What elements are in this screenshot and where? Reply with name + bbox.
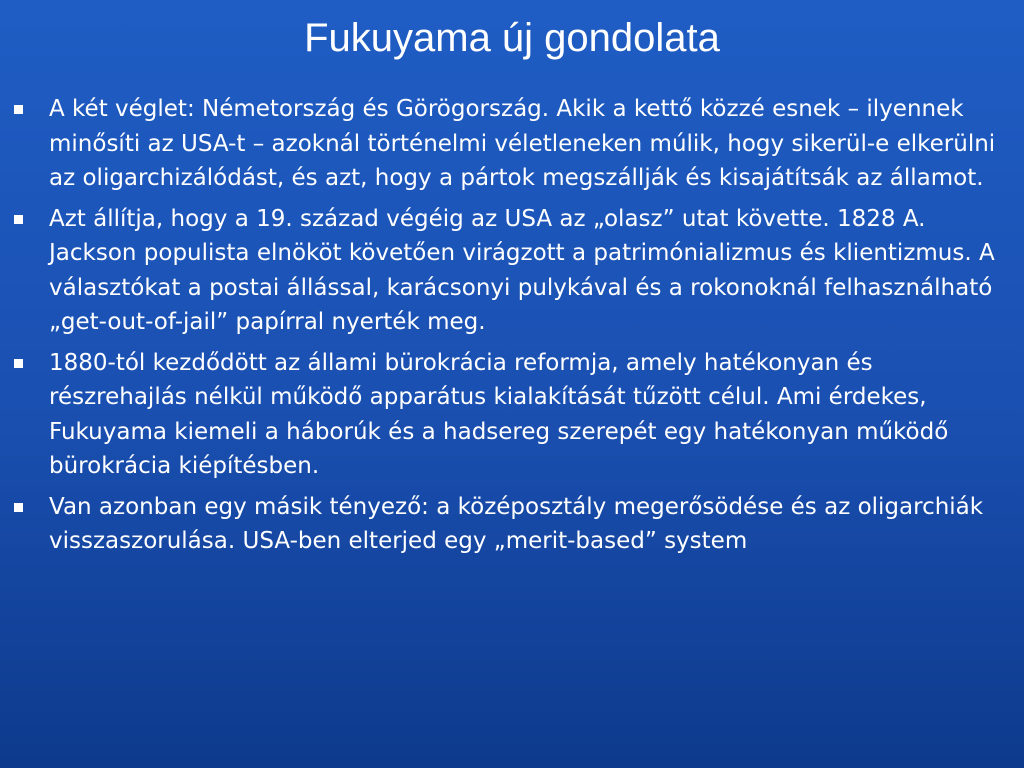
square-bullet-icon	[14, 215, 23, 224]
bullet-text: 1880-tól kezdődött az állami bürokrácia reformja, amely hatékonyan és részrehajlás nélkül működő apparátus kialakítását tűzött célul. Ami érdekes, Fukuyama kiemeli a háborúk és a hadsereg szerepét egy hatékonyan működő bürokrácia kiépítésben.	[49, 349, 949, 479]
slide-title: Fukuyama új gondolata	[304, 16, 720, 60]
bullet-list	[12, 92, 1002, 565]
bullet-text: A két véglet: Németország és Görögország. Akik a kettő közzé esnek – ilyennek minősíti az USA-t – azoknál történelmi véletleneken múlik, hogy sikerül-e elkerülni az oligarchizálódást, és azt, hogy a pártok megszállják és kisajátítsák az államot.	[49, 96, 996, 191]
bullet-item	[12, 92, 1002, 196]
bullet-text: Van azonban egy másik tényező: a középosztály megerősödése és az oligarchiák visszaszorulása. USA-ben elterjed egy „merit-based” system	[49, 493, 984, 554]
bullet-item	[12, 490, 1002, 559]
bullet-item	[12, 202, 1002, 340]
square-bullet-icon	[14, 105, 23, 114]
square-bullet-icon	[14, 359, 23, 368]
bullet-item	[12, 346, 1002, 484]
square-bullet-icon	[14, 503, 23, 512]
bullet-text: Azt állítja, hogy a 19. század végéig az USA az „olasz” utat követte. 1828 A. Jackson populista elnököt követően virágzott a patrimónializmus és klientizmus. A választókat a postai állással, karácsonyi pulykával és a rokonoknál felhasználható „get-out-of-jail” papírral nyerték meg.	[49, 205, 995, 335]
